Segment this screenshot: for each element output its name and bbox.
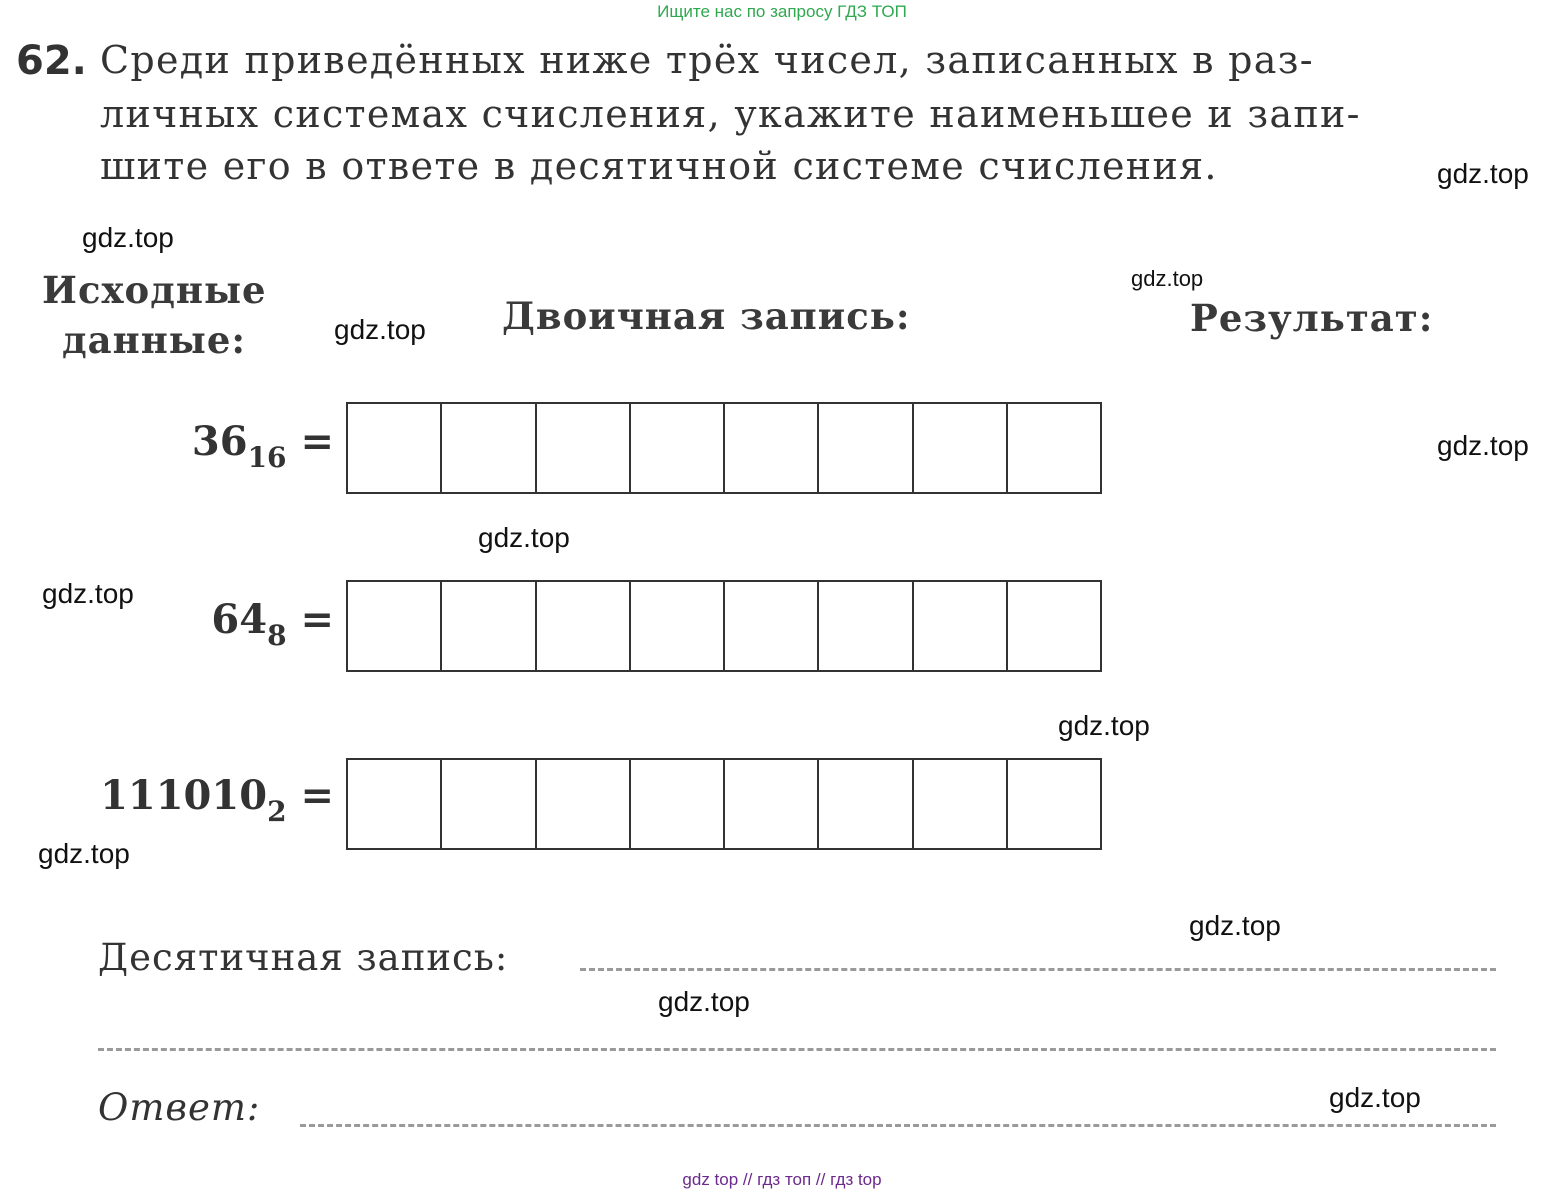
binary-cell[interactable] bbox=[442, 582, 536, 670]
equals-sign: = bbox=[300, 418, 334, 465]
binary-cell[interactable] bbox=[631, 582, 725, 670]
heading-source-data-2: данные: bbox=[62, 318, 247, 362]
binary-grid-1[interactable] bbox=[346, 402, 1102, 494]
binary-cell[interactable] bbox=[442, 404, 536, 492]
binary-cell[interactable] bbox=[1008, 582, 1100, 670]
decimal-label: Десятичная запись: bbox=[98, 936, 509, 979]
heading-binary: Двоичная запись: bbox=[502, 294, 911, 338]
binary-cell[interactable] bbox=[348, 760, 442, 848]
binary-grid-2[interactable] bbox=[346, 580, 1102, 672]
task-text-line-3: шите его в ответе в десятичной системе счисления. bbox=[100, 144, 1218, 188]
watermark: gdz.top bbox=[38, 838, 130, 869]
binary-cell[interactable] bbox=[819, 582, 913, 670]
binary-cell[interactable] bbox=[725, 404, 819, 492]
number-value: 64 bbox=[211, 596, 268, 643]
decimal-answer-line[interactable] bbox=[580, 968, 1496, 971]
watermark: gdz.top bbox=[1329, 1082, 1421, 1113]
binary-cell[interactable] bbox=[631, 760, 725, 848]
task-number: 62. bbox=[16, 38, 87, 84]
source-number-2 bbox=[211, 596, 334, 652]
footer-links[interactable]: gdz top // гдз топ // гдз top bbox=[682, 1170, 882, 1189]
watermark: gdz.top bbox=[1189, 910, 1281, 941]
binary-grid-3[interactable] bbox=[346, 758, 1102, 850]
equals-sign: = bbox=[300, 596, 334, 643]
number-value: 36 bbox=[191, 418, 248, 465]
binary-cell[interactable] bbox=[537, 404, 631, 492]
binary-cell[interactable] bbox=[914, 404, 1008, 492]
watermark: gdz.top bbox=[658, 986, 750, 1017]
binary-cell[interactable] bbox=[537, 582, 631, 670]
number-value: 111010 bbox=[100, 772, 268, 819]
task-text-line-2: личных системах счисления, укажите наименьшее и запи- bbox=[100, 92, 1361, 136]
watermark: gdz.top bbox=[478, 522, 570, 553]
binary-cell[interactable] bbox=[442, 760, 536, 848]
binary-cell[interactable] bbox=[819, 404, 913, 492]
binary-cell[interactable] bbox=[348, 582, 442, 670]
task-text-line-1: Среди приведённых ниже трёх чисел, записанных в раз- bbox=[100, 38, 1314, 82]
watermark: gdz.top bbox=[1131, 266, 1204, 291]
binary-cell[interactable] bbox=[631, 404, 725, 492]
binary-cell[interactable] bbox=[1008, 760, 1100, 848]
watermark: gdz.top bbox=[1437, 158, 1529, 189]
number-base: 16 bbox=[247, 441, 287, 474]
top-banner[interactable]: Ищите нас по запросу ГДЗ ТОП bbox=[657, 2, 907, 21]
watermark: gdz.top bbox=[334, 314, 426, 345]
watermark: gdz.top bbox=[42, 578, 134, 609]
answer-line[interactable] bbox=[300, 1124, 1496, 1127]
binary-cell[interactable] bbox=[914, 760, 1008, 848]
equals-sign: = bbox=[300, 772, 334, 819]
binary-cell[interactable] bbox=[1008, 404, 1100, 492]
binary-cell[interactable] bbox=[348, 404, 442, 492]
number-base: 2 bbox=[267, 795, 287, 828]
watermark: gdz.top bbox=[1437, 430, 1529, 461]
watermark: gdz.top bbox=[82, 222, 174, 253]
binary-cell[interactable] bbox=[914, 582, 1008, 670]
source-number-3 bbox=[100, 772, 334, 828]
source-number-1 bbox=[192, 418, 334, 474]
decimal-answer-line-2[interactable] bbox=[98, 1048, 1496, 1051]
watermark: gdz.top bbox=[1058, 710, 1150, 741]
number-base: 8 bbox=[267, 619, 287, 652]
binary-cell[interactable] bbox=[537, 760, 631, 848]
binary-cell[interactable] bbox=[819, 760, 913, 848]
heading-source-data: Исходные bbox=[42, 268, 267, 312]
binary-cell[interactable] bbox=[725, 760, 819, 848]
heading-result: Результат: bbox=[1190, 296, 1434, 340]
binary-cell[interactable] bbox=[725, 582, 819, 670]
answer-label: Ответ: bbox=[98, 1086, 261, 1129]
